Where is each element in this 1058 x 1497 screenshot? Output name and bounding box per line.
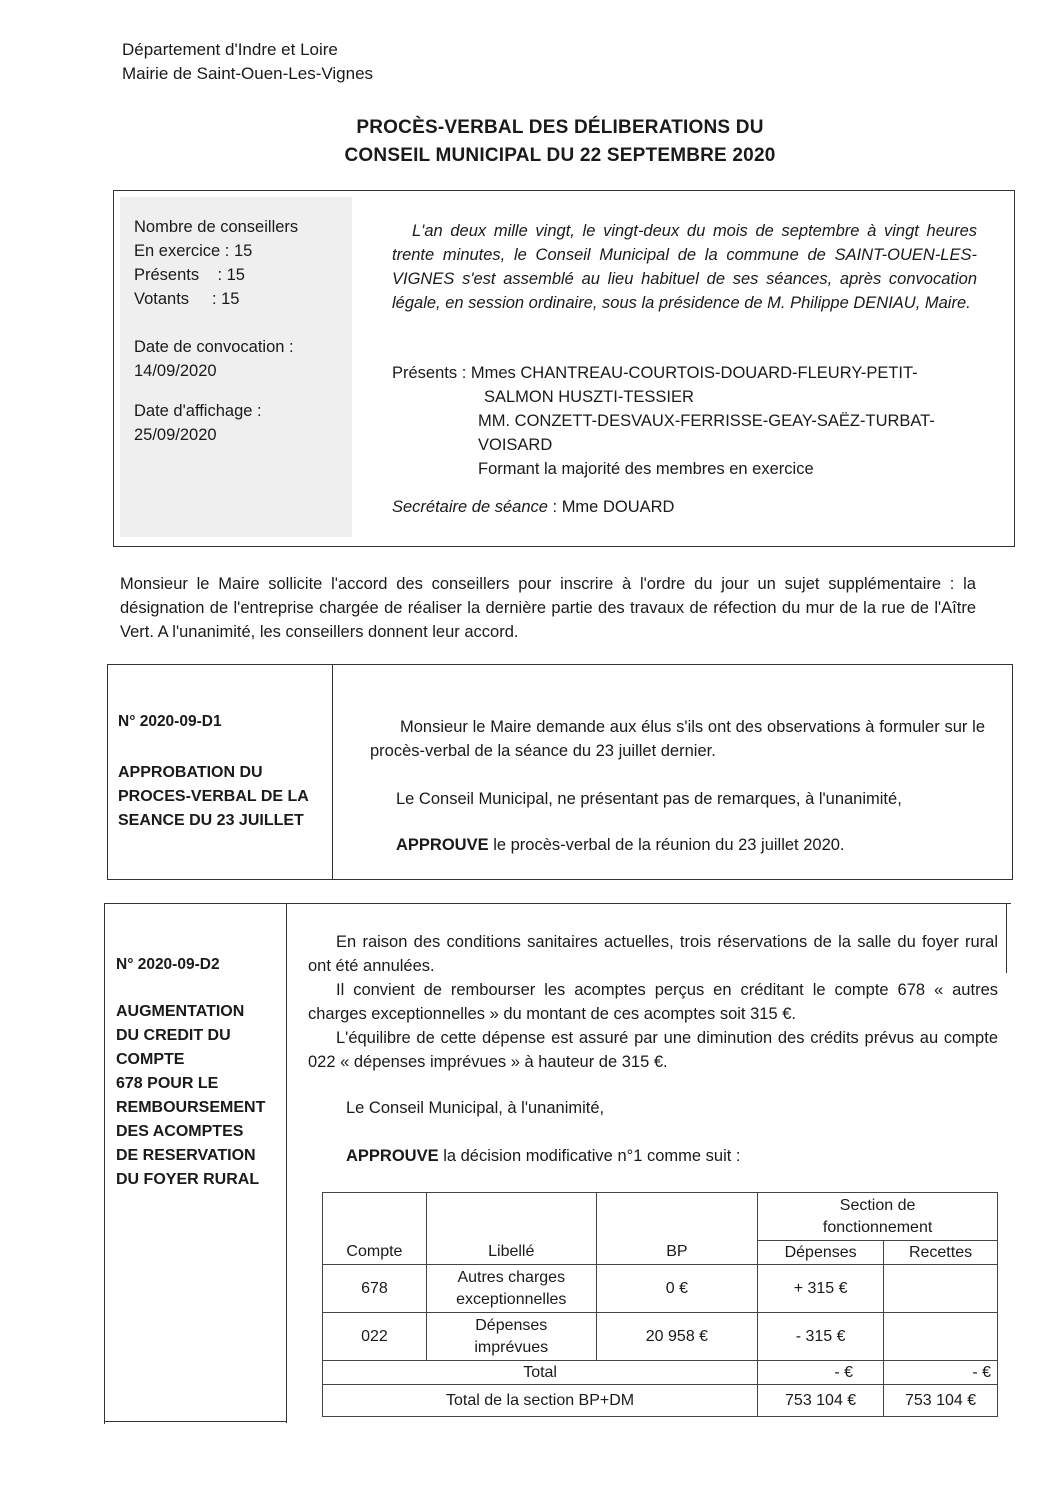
total-depenses: - € — [758, 1361, 884, 1385]
row-recettes — [884, 1265, 998, 1313]
row-recettes — [884, 1313, 998, 1361]
d1-heading: APPROBATION DU PROCES-VERBAL DE LA SEANCE DU 23 JUILLET — [118, 764, 309, 829]
title-line-2: CONSEIL MUNICIPAL DU 22 SEPTEMBRE 2020 — [344, 145, 776, 166]
mm-line-2: VOISARD — [478, 436, 553, 454]
d2-heading-line: COMPTE — [116, 1051, 185, 1068]
date-convocation-value: 14/09/2020 — [134, 362, 217, 380]
deliberation-d1-box — [107, 664, 1013, 880]
d1-approve-rest: le procès-verbal de la réunion du 23 juillet 2020. — [488, 836, 845, 854]
secretaire-value: : Mme DOUARD — [547, 498, 675, 516]
total-section-recettes: 753 104 € — [884, 1385, 998, 1417]
votants-count: Votants : 15 — [134, 290, 240, 308]
table-row — [323, 1313, 998, 1361]
mmes-line-1: Mmes CHANTREAU-COURTOIS-DOUARD-FLEURY-PETIT- — [470, 364, 918, 382]
header-depenses: Dépenses — [758, 1241, 884, 1265]
preamble-text: L'an deux mille vingt, le vingt-deux du mois de septembre à vingt heures trente minutes, le Conseil Municipal de la commune de SAINT-OUEN-LES-VIGNES s'est assemblé au lieu habituel de ses séances, après convocation légale, en session ordinaire, sous la présidence de M. Philippe DENIAU, Maire. — [392, 222, 977, 312]
section-fonctionnement-header: Section de fonctionnement — [758, 1193, 998, 1241]
mmes-line-2: SALMON HUSZTI-TESSIER — [484, 388, 694, 406]
document-title — [200, 114, 920, 170]
d2-number: N° 2020-09-D2 — [116, 956, 220, 973]
date-affichage-label: Date d'affichage : — [134, 402, 262, 420]
presents-block — [392, 361, 992, 519]
row-depenses: + 315 € — [758, 1265, 884, 1313]
d2-paragraph-1: En raison des conditions sanitaires actuelles, trois réservations de la salle du foyer rural ont été annulées. — [308, 933, 998, 975]
departement-label: Département d'Indre et Loire — [122, 40, 338, 59]
date-affichage-value: 25/09/2020 — [134, 426, 217, 444]
en-exercice-count: En exercice : 15 — [134, 242, 253, 260]
d2-bottom-edge — [104, 1421, 287, 1422]
total-section-label: Total de la section BP+DM — [323, 1385, 758, 1417]
d2-approval — [346, 1144, 741, 1168]
row-compte: 678 — [323, 1265, 427, 1313]
d1-divider — [332, 665, 333, 879]
d2-body — [308, 930, 998, 1074]
header-libelle: Libellé — [426, 1241, 596, 1265]
d2-heading — [116, 1000, 265, 1192]
majorite-text: Formant la majorité des membres en exercice — [478, 460, 814, 478]
intro-paragraph: Monsieur le Maire sollicite l'accord des conseillers pour inscrire à l'ordre du jour un sujet supplémentaire : la désignation de l'entreprise chargée de réaliser la dernière partie des travaux de réfection du mur de la rue de l'Aître Vert. A l'unanimité, les conseillers donnent leur accord. — [120, 575, 976, 641]
table-total-row — [323, 1361, 998, 1385]
session-info-box — [113, 190, 1015, 547]
total-section-depenses: 753 104 € — [758, 1385, 884, 1417]
document-header — [122, 38, 373, 86]
row-libelle: Autres charges exceptionnelles — [426, 1265, 596, 1313]
d2-heading-line: AUGMENTATION — [116, 1003, 245, 1020]
d2-heading-line: DES ACOMPTES — [116, 1123, 244, 1140]
secretaire-label: Secrétaire de séance — [392, 498, 548, 516]
mm-line-1: MM. CONZETT-DESVAUX-FERRISSE-GEAY-SAËZ-TURBAT- — [478, 412, 935, 430]
presents-label: Présents : — [392, 364, 467, 382]
d2-right-edge — [1006, 903, 1007, 973]
table-row — [323, 1265, 998, 1313]
table-header-row — [323, 1241, 998, 1265]
d2-heading-line: DU FOYER RURAL — [116, 1171, 260, 1188]
title-line-1: PROCÈS-VERBAL DES DÉLIBERATIONS DU — [356, 117, 764, 138]
council-counts — [134, 215, 354, 447]
presents-count: Présents : 15 — [134, 266, 245, 284]
mairie-label: Mairie de Saint-Ouen-Les-Vignes — [122, 64, 374, 83]
d2-divider — [286, 903, 287, 1423]
row-bp: 0 € — [596, 1265, 757, 1313]
d2-approve-word: APPROUVE — [346, 1147, 439, 1165]
table-total-section-row — [323, 1385, 998, 1417]
d1-paragraph-2: Le Conseil Municipal, ne présentant pas de remarques, à l'unanimité, — [396, 790, 902, 808]
row-bp: 20 958 € — [596, 1313, 757, 1361]
d2-heading-line: DU CREDIT DU — [116, 1027, 231, 1044]
d1-paragraph-1: Monsieur le Maire demande aux élus s'ils ont des observations à formuler sur le procès-verbal de la séance du 23 juillet dernier. — [370, 718, 985, 760]
d2-approve-rest: la décision modificative n°1 comme suit : — [438, 1147, 741, 1165]
total-recettes: - € — [884, 1361, 998, 1385]
row-depenses: - 315 € — [758, 1313, 884, 1361]
table-section-header-row — [323, 1193, 998, 1241]
d2-paragraph-3: L'équilibre de cette dépense est assuré par une diminution des crédits prévus au compte 022 « dépenses imprévues » à hauteur de 315 €. — [308, 1029, 998, 1071]
d2-heading-line: 678 POUR LE — [116, 1075, 219, 1092]
d2-heading-line: REMBOURSEMENT — [116, 1099, 266, 1116]
d1-approval — [396, 833, 996, 857]
d1-number: N° 2020-09-D1 — [118, 713, 222, 730]
row-libelle: Dépenses imprévues — [426, 1313, 596, 1361]
d2-paragraph-4: Le Conseil Municipal, à l'unanimité, — [346, 1099, 605, 1117]
header-recettes: Recettes — [884, 1241, 998, 1265]
nombre-conseillers-label: Nombre de conseillers — [134, 218, 299, 236]
header-compte: Compte — [323, 1241, 427, 1265]
total-label: Total — [323, 1361, 758, 1385]
row-compte: 022 — [323, 1313, 427, 1361]
d1-approve-word: APPROUVE — [396, 836, 489, 854]
header-bp: BP — [596, 1241, 757, 1265]
d2-paragraph-2: Il convient de rembourser les acomptes perçus en créditant le compte 678 « autres charges exceptionnelles » du montant de ces acomptes soit 315 €. — [308, 981, 998, 1023]
decision-modificative-table — [322, 1192, 998, 1417]
date-convocation-label: Date de convocation : — [134, 338, 294, 356]
d2-heading-line: DE RESERVATION — [116, 1147, 256, 1164]
